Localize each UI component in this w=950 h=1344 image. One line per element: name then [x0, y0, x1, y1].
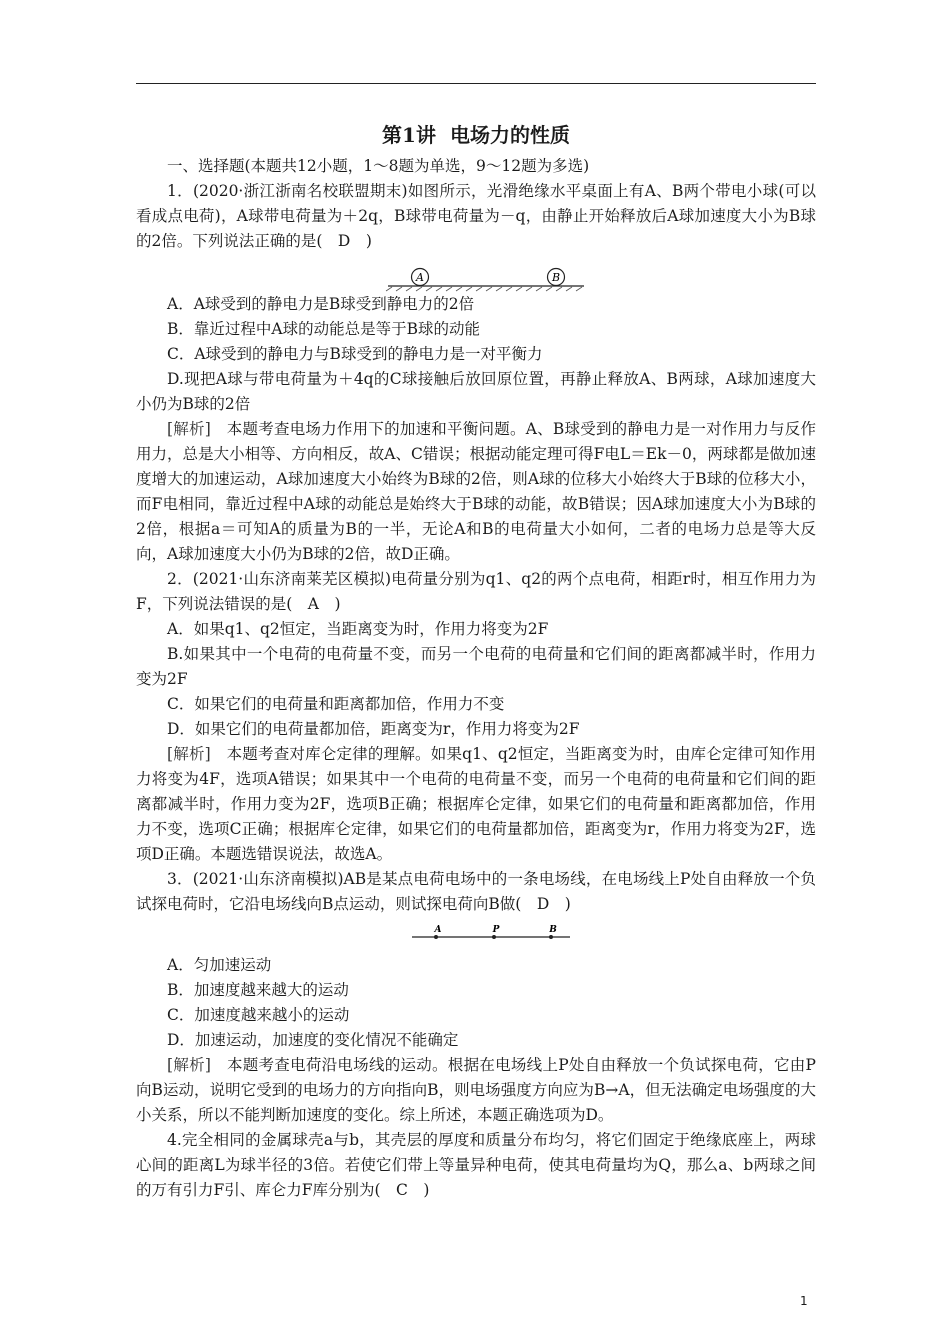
q4-stem: 4.完全相同的金属球壳a与b，其壳层的厚度和质量分布均匀，将它们固定于绝缘底座上，两球心间的距离L为球半径的3倍。若使它们带上等量异种电荷，使其电荷量均为Q，那么a、b两球之间的万有引力F引、库仑力F库分别为( C ): [136, 1131, 816, 1199]
lecture-topic: 电场力的性质: [449, 123, 570, 147]
q3-option-d: D．加速运动，加速度的变化情况不能确定: [167, 1031, 459, 1049]
q1-ball-b-label: B: [551, 271, 561, 284]
q3-point-b-label: B: [549, 925, 557, 935]
q3-point-a: [434, 935, 438, 939]
q1-ball-a-label: A: [416, 271, 424, 284]
q3-analysis-text: 本题考查电荷沿电场线的运动。根据在电场线上P处自由释放一个负试探电荷，它由P向B运动，说明它受到的电场力的方向指向B，则电场强度方向应为B→A，但无法确定电场强度的大小关系，所以不能判断加速度的变化。综上所述，本题正确选项为D。: [136, 1056, 816, 1124]
q1-option-a: A．A球受到的静电力是B球受到静电力的2倍: [167, 295, 475, 313]
page-title: [136, 118, 816, 152]
q2-option-c: C．如果它们的电荷量和距离都加倍，作用力不变: [167, 695, 505, 713]
q2-option-b: B.如果其中一个电荷的电荷量不变，而另一个电荷的电荷量和它们间的距离都减半时，作用力变为2F: [136, 645, 816, 688]
q2-stem: 2．(2021·山东济南莱芜区模拟)电荷量分别为q1、q2的两个点电荷，相距r时，相互作用力为F，下列说法错误的是( A ): [136, 570, 816, 613]
q1-figure: [136, 254, 816, 292]
q1-option-d: D.现把A球与带电荷量为＋4q的C球接触后放回原位置，再静止释放A、B两球，A球加速度大小仍为B球的2倍: [136, 370, 816, 413]
q3-analysis-tag: [解析]: [167, 1056, 211, 1074]
q1-diagram: [136, 254, 816, 292]
q3-stem: 3．(2021·山东济南模拟)AB是某点电荷电场中的一条电场线，在电场线上P处自由释放一个负试探电荷时，它沿电场线向B点运动，则试探电荷向B做( D ): [136, 870, 816, 913]
q1-stem: 1．(2020·浙江浙南名校联盟期末)如图所示，光滑绝缘水平桌面上有A、B两个带电小球(可以看成点电荷)，A球带电荷量为＋2q，B球带电荷量为－q，由静止开始释放后A球加速度大小为B球的2倍。下列说法正确的是( D ): [136, 182, 816, 250]
q3-figure: [136, 917, 816, 953]
q3-diagram: [136, 917, 816, 953]
q2-analysis: [136, 742, 816, 867]
q1-analysis-tag: [解析]: [167, 420, 211, 438]
q1-option-c: C．A球受到的静电力与B球受到的静电力是一对平衡力: [167, 345, 543, 363]
q3-analysis: [136, 1053, 816, 1128]
header-rule: [136, 83, 816, 84]
q3-option-c: C．加速度越来越小的运动: [167, 1006, 350, 1024]
section-heading: 一、选择题(本题共12小题，1～8题为单选，9～12题为多选): [167, 157, 590, 175]
q3-option-a: A．匀加速运动: [167, 956, 272, 974]
q2-option-a: A．如果q1、q2恒定，当距离变为时，作用力将变为2F: [167, 620, 549, 638]
q2-analysis-tag: [解析]: [167, 745, 211, 763]
q3-point-p: [492, 935, 496, 939]
document-body: [136, 118, 816, 1203]
q2-option-d: D．如果它们的电荷量都加倍，距离变为r，作用力将变为2F: [167, 720, 580, 738]
page-number: 1: [800, 1294, 808, 1308]
q3-point-a-label: A: [434, 925, 442, 935]
q1-option-b: B．靠近过程中A球的动能总是等于B球的动能: [167, 320, 480, 338]
q2-analysis-text: 本题考查对库仑定律的理解。如果q1、q2恒定，当距离变为时，由库仑定律可知作用力将变为4F，选项A错误；如果其中一个电荷的电荷量不变，而另一个电荷的电荷量和它们间的距离都减半时，作用力变为2F，选项B正确；根据库仑定律，如果它们的电荷量和距离都加倍，作用力不变，选项C正确；根据库仑定律，如果它们的电荷量都加倍，距离变为r，作用力将变为2F，选项D正确。本题选错误说法，故选A。: [136, 745, 816, 863]
q1-analysis-text: 本题考查电场力作用下的加速和平衡问题。A、B球受到的静电力是一对作用力与反作用力，总是大小相等、方向相反，故A、C错误；根据动能定理可得F电L＝Ek－0，两球都是做加速度增大的加速运动，A球加速度大小始终为B球的2倍，则A球的位移大小始终大于B球的位移大小，而F电相同，靠近过程中A球的动能总是始终大于B球的动能，故B错误；因A球加速度大小为B球的2倍，根据a＝可知A的质量为B的一半，无论A和B的电荷量大小如何，二者的电场力总是等大反向，A球加速度大小仍为B球的2倍，故D正确。: [136, 420, 816, 563]
q3-point-p-label: P: [492, 925, 500, 935]
q1-analysis: [136, 417, 816, 567]
q3-point-b: [549, 935, 553, 939]
lecture-number: 第1讲: [382, 123, 436, 147]
q1-table-hatch: [386, 287, 582, 291]
q3-option-b: B．加速度越来越大的运动: [167, 981, 349, 999]
